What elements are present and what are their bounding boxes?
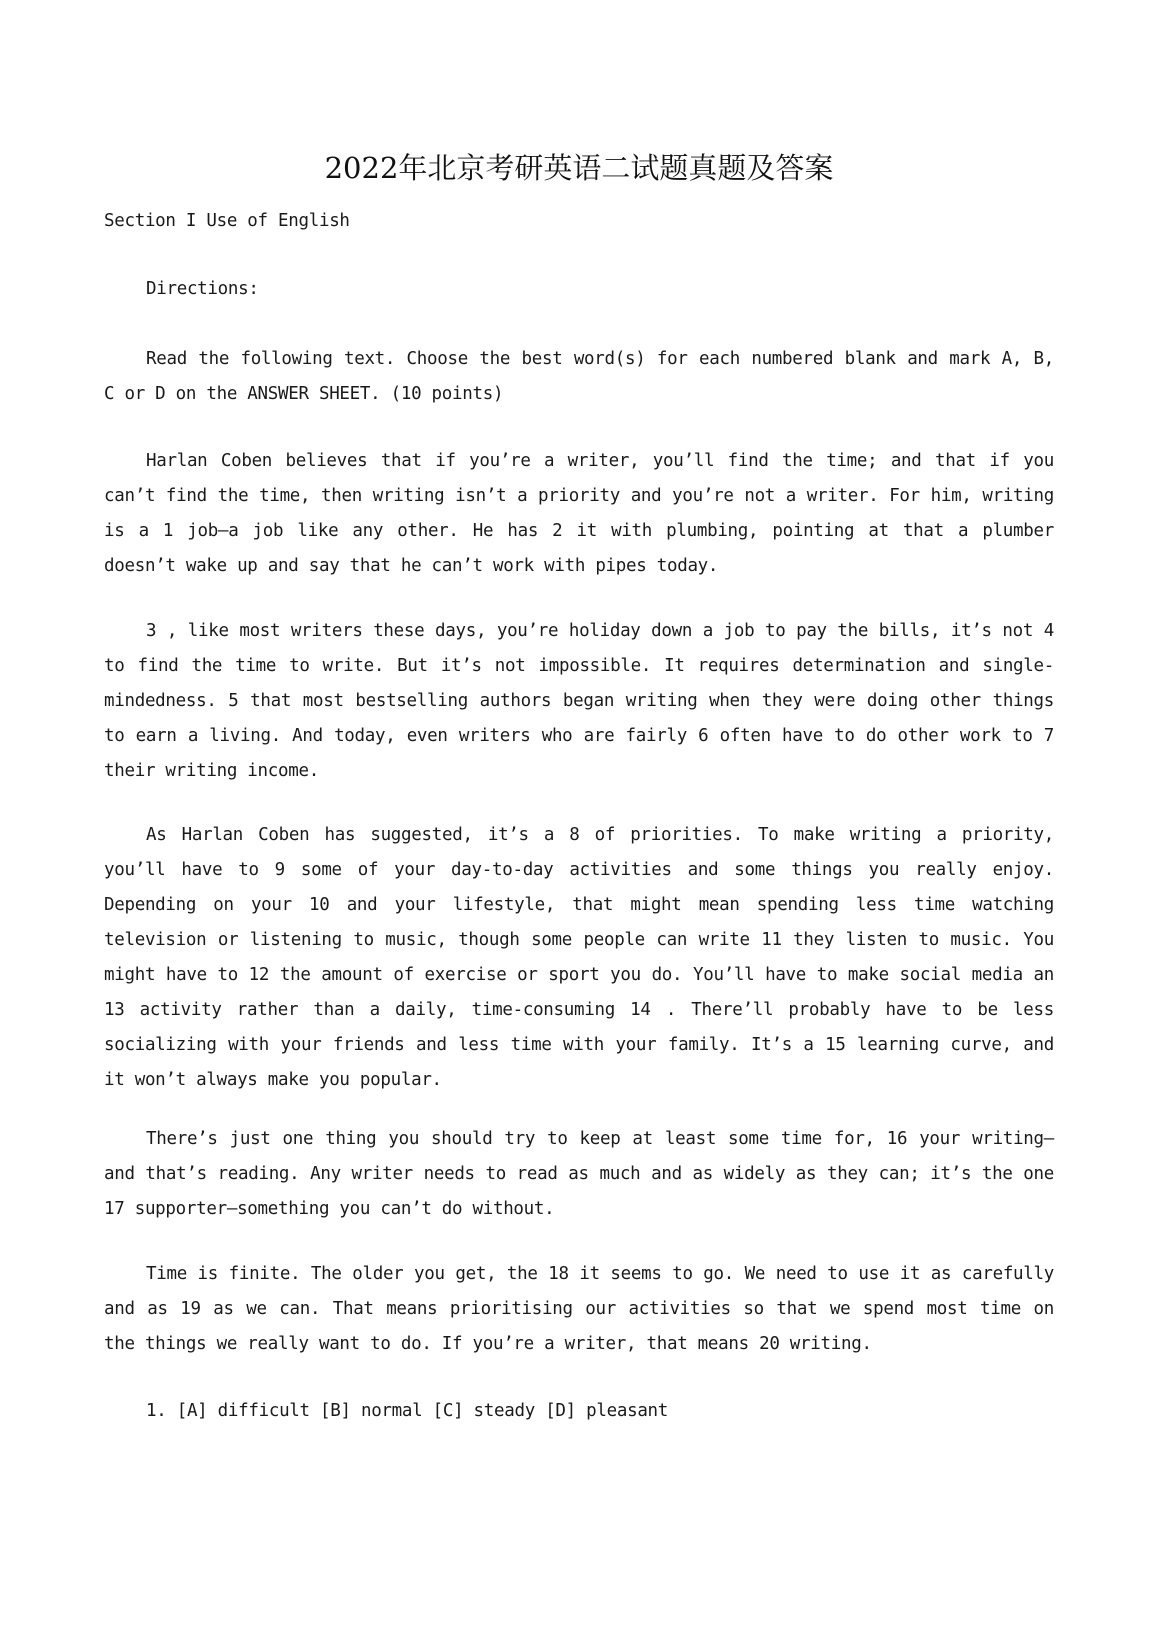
directions-label: Directions: <box>146 279 259 299</box>
passage-paragraph-2: 3 , like most writers these days, you’re holiday down a job to pay the bills, it’s not 4 to find the time to write. But it’s not impossible. It requires determination and single-mindedness. 5 that most bestselling authors began writing when they were doing other things to earn a living. And today, even writers who are fairly 6 often have to do other work to 7 their writing income. <box>104 621 1054 781</box>
question-1: 1. [A] difficult [B] normal [C] steady [D] pleasant <box>146 1401 669 1421</box>
passage-paragraph-4: There’s just one thing you should try to keep at least some time for, 16 your writing–and that’s reading. Any writer needs to read as much and as widely as they can; it’s the one 17 supporter–something you can’t do without. <box>104 1129 1054 1219</box>
document-title: 2022年北京考研英语二试题真题及答案 <box>324 151 834 185</box>
passage-paragraph-5: Time is finite. The older you get, the 18 it seems to go. We need to use it as carefully and as 19 as we can. That means prioritising our activities so that we spend most time on the things we really want to do. If you’re a writer, that means 20 writing. <box>104 1264 1054 1354</box>
section-heading: Section I Use of English <box>104 211 350 231</box>
passage-paragraph-1: Harlan Coben believes that if you’re a writer, you’ll find the time; and that if you can’t find the time, then writing isn’t a priority and you’re not a writer. For him, writing is a 1 job–a job like any other. He has 2 it with plumbing, pointing at that a plumber doesn’t wake up and say that he can’t work with pipes today. <box>104 451 1054 576</box>
directions-text: Read the following text. Choose the best word(s) for each numbered blank and mark A, B, C or D on the ANSWER SHEET. (10 points) <box>104 349 1054 404</box>
passage-paragraph-3: As Harlan Coben has suggested, it’s a 8 of priorities. To make writing a priority, you’ll have to 9 some of your day-to-day activities and some things you really enjoy. Depending on your 10 and your lifestyle, that might mean spending less time watching television or listening to music, though some people can write 11 they listen to music. You might have to 12 the amount of exercise or sport you do. You’ll have to make social media an 13 activity rather than a daily, time-consuming 14 . There’ll probably have to be less socializing with your friends and less time with your family. It’s a 15 learning curve, and it won’t always make you popular. <box>104 825 1054 1090</box>
